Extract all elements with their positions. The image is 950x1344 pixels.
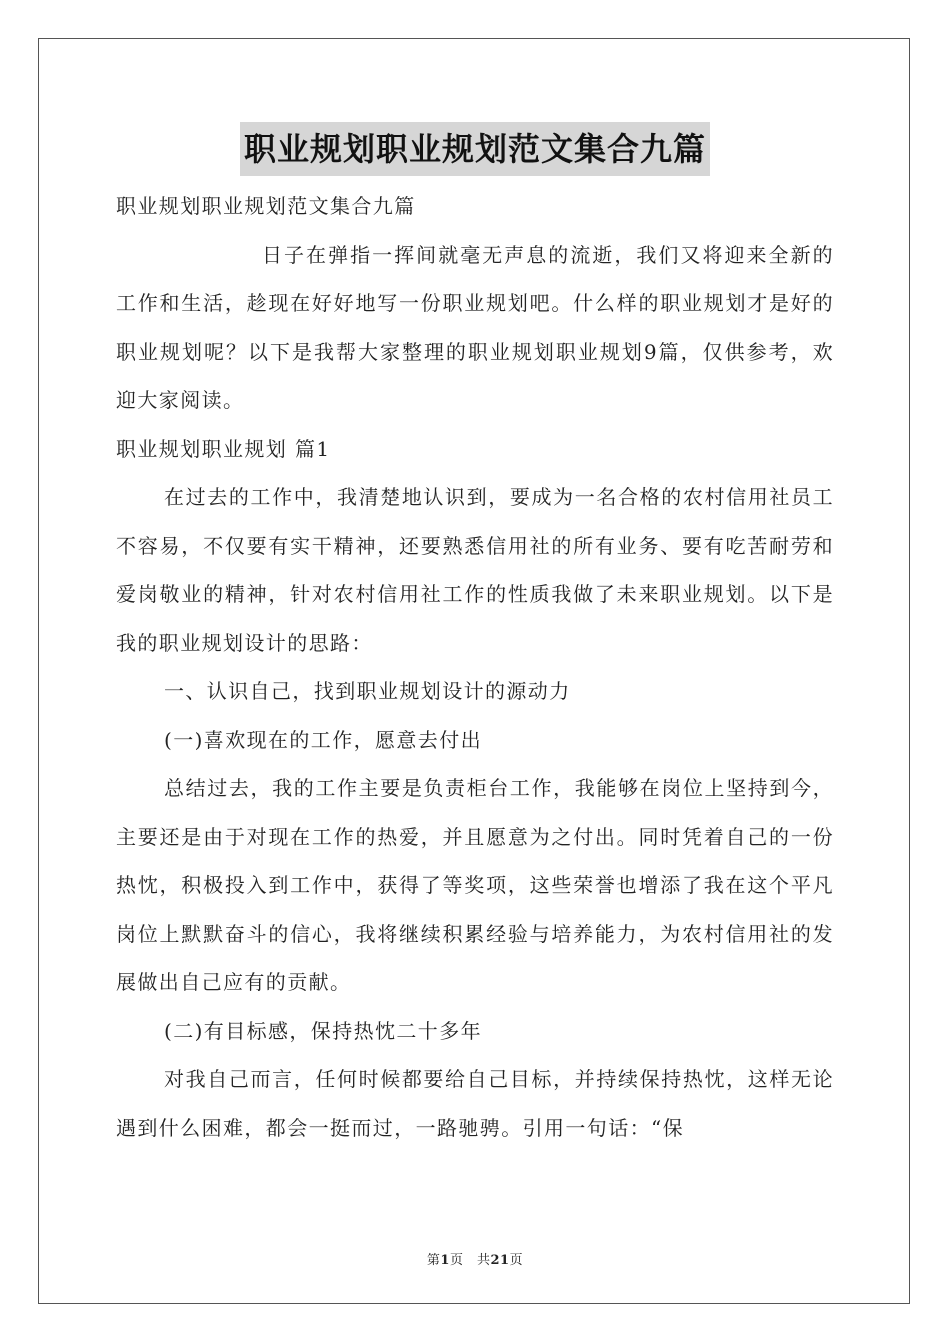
body-paragraph: 对我自己而言，任何时候都要给自己目标，并持续保持热忱，这样无论遇到什么困难，都会一挺而过，一路驰骋。引用一句话：“保 bbox=[116, 1067, 834, 1140]
title-container bbox=[0, 122, 950, 176]
document-title: 职业规划职业规划范文集合九篇 bbox=[240, 122, 710, 176]
body-paragraph: 在过去的工作中，我清楚地认识到，要成为一名合格的农村信用社员工不容易，不仅要有实干精神，还要熟悉信用社的所有业务、要有吃苦耐劳和爱岗敬业的精神，针对农村信用社工作的性质我做了未来职业规划。以下是我的职业规划设计的思路： bbox=[116, 485, 834, 655]
page-total-number: 21 bbox=[490, 1253, 510, 1268]
body-paragraph: 总结过去，我的工作主要是负责柜台工作，我能够在岗位上坚持到今，主要还是由于对现在工作的热爱，并且愿意为之付出。同时凭着自己的一份热忱，积极投入到工作中，获得了等奖项，这些荣誉也增添了我在这个平凡岗位上默默奋斗的信心，我将继续积累经验与培养能力，为农村信用社的发展做出自己应有的贡献。 bbox=[116, 776, 834, 994]
subtitle-paragraph: 职业规划职业规划范文集合九篇 bbox=[116, 194, 416, 218]
intro-paragraph: 日子在弹指一挥间就毫无声息的流逝，我们又将迎来全新的工作和生活，趁现在好好地写一份职业规划吧。什么样的职业规划才是好的职业规划呢？以下是我帮大家整理的职业规划职业规划9篇，仅供参考，欢迎大家阅读。 bbox=[116, 242, 834, 412]
subheading-paragraph: (二)有目标感，保持热忱二十多年 bbox=[164, 1018, 483, 1043]
section-heading: 职业规划职业规划 篇1 bbox=[116, 436, 331, 461]
footer-prefix: 第 bbox=[426, 1253, 441, 1268]
footer-suffix: 页 bbox=[509, 1253, 524, 1268]
subheading-paragraph: (一)喜欢现在的工作，愿意去付出 bbox=[164, 727, 483, 752]
document-body bbox=[116, 182, 834, 1152]
subheading-paragraph: 一、认识自己，找到职业规划设计的源动力 bbox=[164, 679, 571, 703]
page-footer bbox=[0, 1249, 950, 1268]
footer-mid: 页 共 bbox=[449, 1253, 491, 1268]
page-current-number: 1 bbox=[440, 1253, 450, 1268]
